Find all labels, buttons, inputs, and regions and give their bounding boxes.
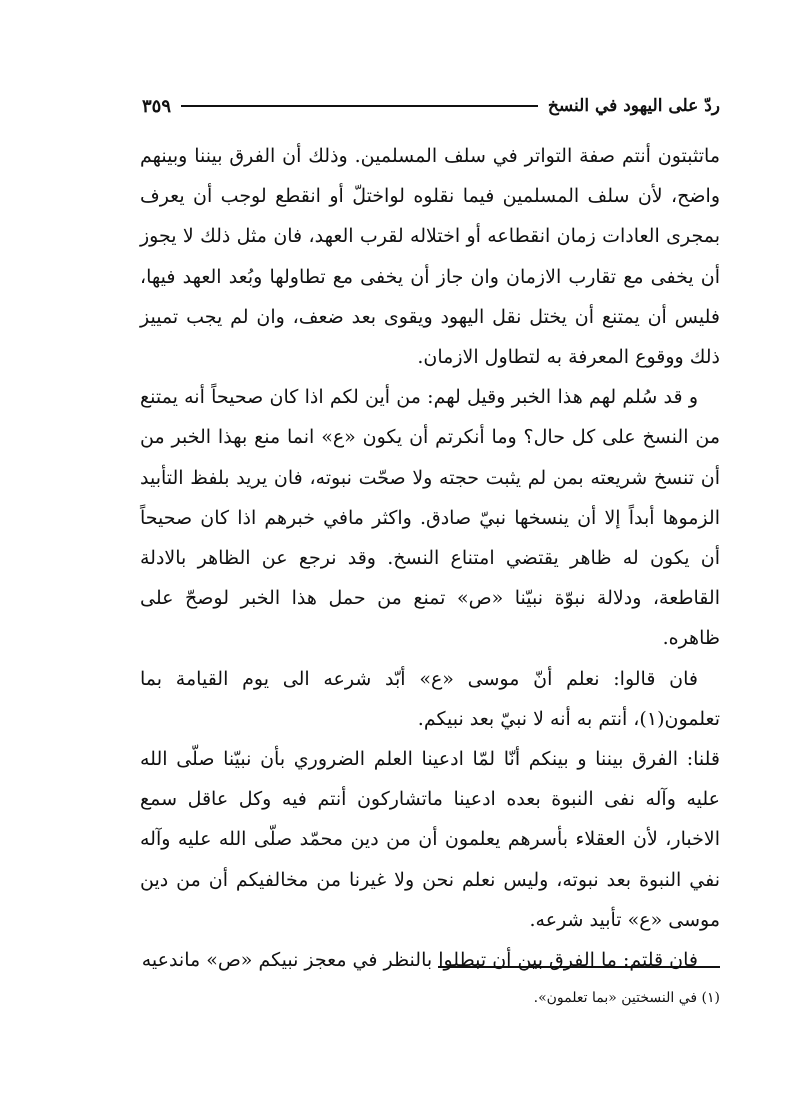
paragraph-1: ماتثبتون أنتم صفة التواتر في سلف المسلمين. وذلك أن الفرق بيننا وبينهم واضح، لأن سلف المسلمين فيما نقلوه لواختلّ أو انقطع لوجب أن يعرف بمجرى العادات زمان انقطاعه أو اختلاله لقرب العهد، فان مثل ذلك لا يجوز أن يخفى مع تقارب الازمان وان جاز أن يخفى مع تطاولها وبُعد العهد فيها، فليس أن يمتنع أن يختل نقل اليهود ويقوى بعد ضعف، وان لم يجب تمييز ذلك ووقوع المعرفة به لتطاول الازمان.	[140, 145, 720, 369]
paragraph-5: فان قلتم: ما الفرق بين أن تبطلوا بالنظر في معجز نبيكم «ص» ماندعيه	[141, 949, 698, 972]
footnote-rule	[438, 966, 720, 968]
paragraph-4: قلنا: الفرق بيننا و بينكم أنّا لمّا ادعينا العلم الضروري بأن نبيّنا صلّى الله عليه وآله نفى النبوة بعده ادعينا ماتشاركون أنتم فيه وكل عاقل سمع الاخبار، لأن العقلاء بأسرهم يعلمون أن من دين محمّد صلّى الله عليه وآله نفي النبوة بعد نبوته، وليس نعلم نحن ولا غيرنا من مخالفيكم أن من دين موسى «ع» تأبيد شرعه.	[140, 748, 720, 931]
running-header	[142, 88, 720, 124]
running-title: ردّ على اليهود في النسخ	[547, 96, 720, 116]
body-text	[140, 136, 720, 980]
paragraph-2: و قد سُلم لهم هذا الخبر وقيل لهم: من أين لكم اذا كان صحيحاً أنه يمتنع من النسخ على كل حال؟ وما أنكرتم أن يكون «ع» انما منع بهذا الخبر من أن تنسخ شريعته بمن لم يثبت حجته ولا صحّت نبوته، فان يريد بلفظ التأبيد الزموها أبداً إلا أن ينسخها نبيّ صادق. واكثر مافي خبرهم اذا كان صحيحاً أن يكون له ظاهر يقتضي امتناع النسخ. وقد نرجع عن الظاهر بالادلة القاطعة، ودلالة نبوّة نبيّنا «ص» تمنع من حمل هذا الخبر لوصحّ على ظاهره.	[140, 386, 720, 650]
paragraph-3: فان قالوا: نعلم أنّ موسى «ع» أبّد شرعه الى يوم القيامة بما تعلمون(١)، أنتم به أنه لا نبيّ بعد نبيكم.	[140, 667, 720, 730]
page-number: ٣٥٩	[142, 95, 172, 117]
header-rule	[181, 105, 538, 107]
footnote: (١) في النسختين «بما تعلمون».	[533, 990, 720, 1006]
